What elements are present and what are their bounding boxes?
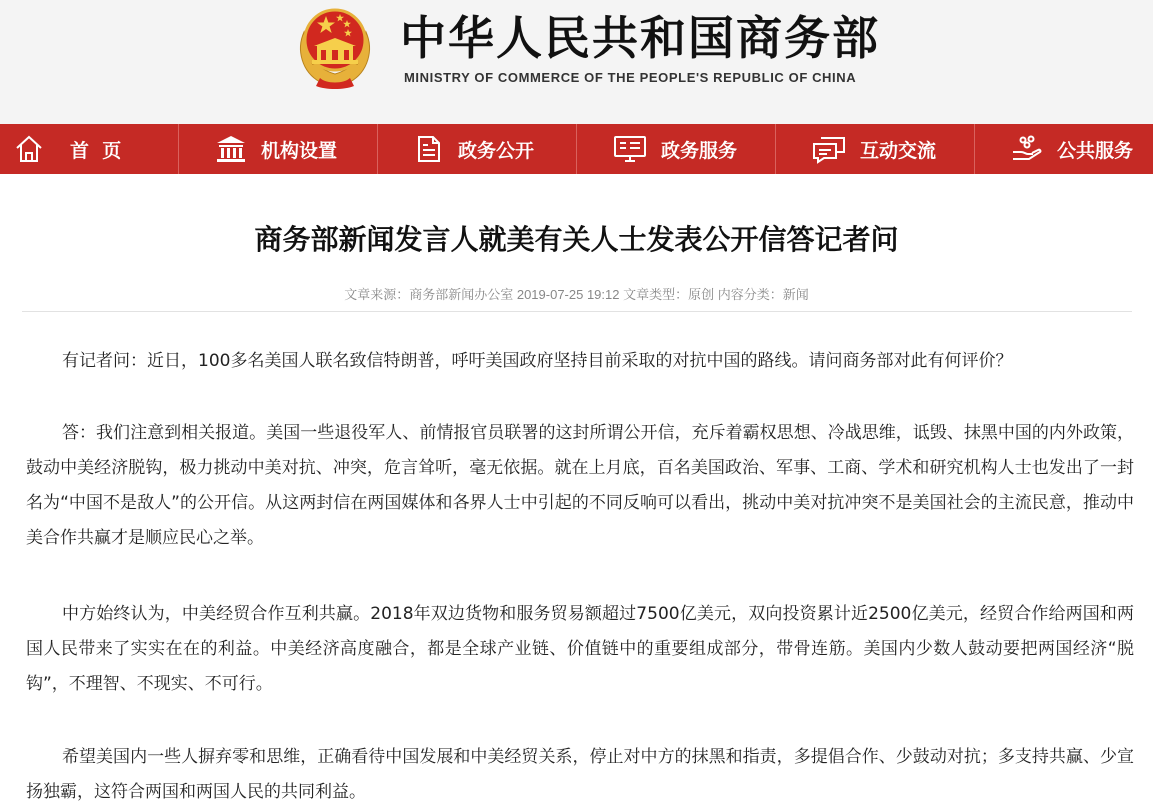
nav-item-label: 机构设置 bbox=[261, 139, 338, 162]
meta-category-label: 内容分类： bbox=[717, 287, 783, 302]
article-meta bbox=[0, 284, 1153, 303]
meta-datetime: 2019-07-25 19:12 bbox=[516, 287, 620, 302]
site-header bbox=[0, 0, 1153, 124]
home-icon bbox=[14, 134, 44, 164]
nav-item-government-services[interactable] bbox=[577, 124, 776, 174]
article-title: 商务部新闻发言人就美有关人士发表公开信答记者问 bbox=[254, 223, 899, 256]
site-title-chinese[interactable]: 中华人民共和国商务部 bbox=[400, 11, 880, 65]
meta-type: 原创 bbox=[688, 287, 715, 302]
nav-item-home[interactable] bbox=[0, 124, 179, 174]
nav-item-label: 政务服务 bbox=[661, 139, 738, 162]
nav-item-interaction[interactable] bbox=[776, 124, 975, 174]
nav-item-label: 互动交流 bbox=[860, 139, 937, 162]
site-title-english: MINISTRY OF COMMERCE OF THE PEOPLE'S REPUBLIC OF CHINA bbox=[404, 70, 857, 85]
meta-source: 商务部新闻办公室 bbox=[409, 287, 514, 302]
main-navigation bbox=[0, 124, 1153, 174]
meta-category: 新闻 bbox=[782, 287, 809, 302]
nav-item-public-services[interactable] bbox=[975, 124, 1153, 174]
meta-source-label: 文章来源： bbox=[344, 287, 410, 302]
document-icon bbox=[414, 134, 444, 164]
nav-item-label: 政务公开 bbox=[458, 139, 535, 162]
chat-icon bbox=[812, 134, 846, 164]
article-paragraph: 希望美国内一些人摒弃零和思维，正确看待中国发展和中美经贸关系，停止对中方的抹黑和指责，多提倡合作、少鼓动对抗；多支持共赢、少宣扬独霸，这符合两国和两国人民的共同利益。 bbox=[26, 747, 1134, 802]
article-paragraph: 有记者问：近日，100多名美国人联名致信特朗普，呼吁美国政府坚持目前采取的对抗中国的路线。请问商务部对此有何评价？ bbox=[62, 351, 1013, 371]
hand-icon bbox=[1011, 134, 1043, 164]
article-paragraph: 答：我们注意到相关报道。美国一些退役军人、前情报官员联署的这封所谓公开信，充斥着霸权思想、冷战思维，诋毁、抹黑中国的内外政策，鼓动中美经济脱钩，极力挑动中美对抗、冲突，危言耸听，毫无依据。就在上月底，百名美国政治、军事、工商、学术和研究机构人士也发出了一封名为“中国不是敌人”的公开信。从这两封信在两国媒体和各界人士中引起的不同反响可以看出，挑动中美对抗冲突不是美国社会的主流民意，推动中美合作共赢才是顺应民心之举。 bbox=[26, 423, 1134, 548]
building-icon bbox=[215, 134, 247, 164]
nav-item-government-affairs[interactable] bbox=[378, 124, 577, 174]
article-paragraph: 中方始终认为，中美经贸合作互利共赢。2018年双边货物和服务贸易额超过7500亿美元，双向投资累计近2500亿美元，经贸合作给两国和两国人民带来了实实在在的利益。中美经济高度融合，都是全球产业链、价值链中的重要组成部分，带骨连筋。美国内少数人鼓动要把两国经济“脱钩”，不理智、不现实、不可行。 bbox=[26, 604, 1134, 694]
meta-divider bbox=[22, 311, 1132, 312]
monitor-icon bbox=[613, 134, 647, 164]
national-emblem-icon[interactable] bbox=[290, 2, 380, 90]
nav-item-organization[interactable] bbox=[179, 124, 378, 174]
nav-item-label: 公共服务 bbox=[1057, 139, 1134, 162]
nav-item-label: 首 页 bbox=[70, 139, 122, 162]
meta-type-label: 文章类型： bbox=[623, 287, 689, 302]
